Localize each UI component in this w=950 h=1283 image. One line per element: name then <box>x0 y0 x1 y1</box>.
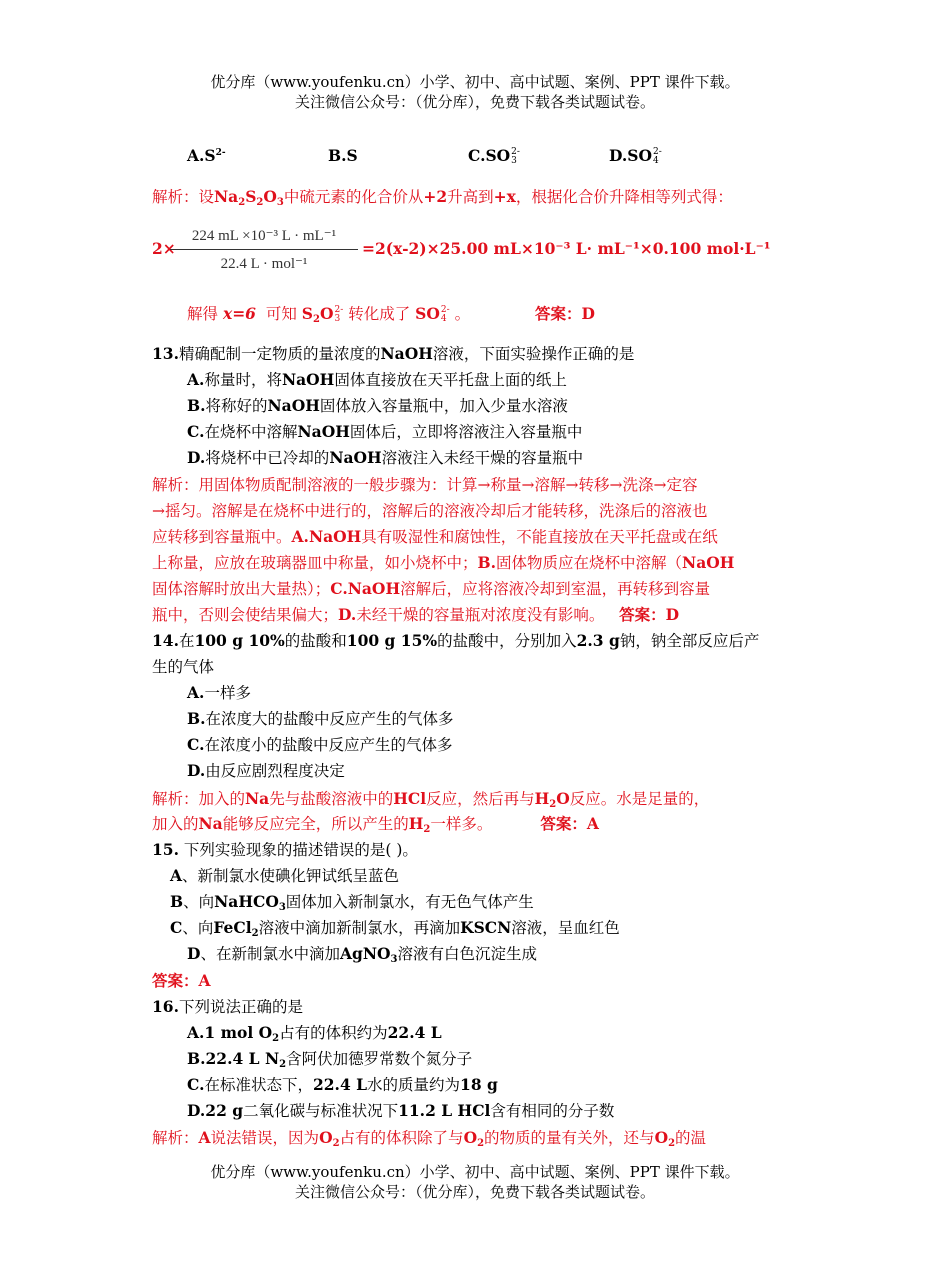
page-footer-line1: 优分库（www.youfenku.cn）小学、初中、高中试题、案例、PPT 课件下载。 <box>210 1163 740 1181</box>
q12-option-d: D.SO 2- 4 <box>609 146 662 166</box>
q12-equation-rhs: =2(x-2)×25.00 mL×10⁻³ L· mL⁻¹×0.100 mol·L⁻¹ <box>362 239 771 258</box>
q13-option-d: D.将烧杯中已冷却的NaOH溶液注入未经干燥的容量瓶中 <box>187 448 584 467</box>
page-footer-line2: 关注微信公众号：（优分库），免费下载各类试题试卷。 <box>294 1183 655 1201</box>
q13-analysis-line1: 解析：用固体物质配制溶液的一般步骤为：计算→称量→溶解→转移→洗涤→定容 <box>152 476 698 494</box>
page-header-line2: 关注微信公众号：（优分库），免费下载各类试题试卷。 <box>294 93 655 111</box>
q14-analysis-line2: 加入的Na能够反应完全，所以产生的$H_2$一样多。 答案：A <box>152 814 599 835</box>
q12-option-a: $A.S^{2-}$ <box>187 146 226 165</box>
q13-analysis-line3: 应转移到容量瓶中。A.NaOH具有吸湿性和腐蚀性，不能直接放在天平托盘或在纸 <box>152 527 718 546</box>
q16-option-b: B.22.4 L $N_2$含阿伏加德罗常数个氮分子 <box>187 1049 473 1070</box>
q16-analysis: 解析：A说法错误，因为$O_2$占有的体积除了与$O_2$的物质的量有关外，还与$O_2$的温 <box>152 1128 707 1149</box>
q13-option-a: A.称量时，将NaOH固体直接放在天平托盘上面的纸上 <box>187 370 567 389</box>
q13-option-c: C.在烧杯中溶解NaOH固体后，立即将溶液注入容量瓶中 <box>187 422 583 441</box>
q14-option-a: A.一样多 <box>187 683 251 702</box>
q14-answer: 答案：A <box>540 814 599 833</box>
q13-analysis-line2: →摇匀。溶解是在烧杯中进行的，溶解后的溶液冷却后才能转移，洗涤后的溶液也 <box>152 502 708 520</box>
q15-option-a: A、新制氯水使碘化钾试纸呈蓝色 <box>170 866 400 885</box>
q12-option-c: C.SO 2- 3 <box>468 146 520 166</box>
q16-stem: 16.下列说法正确的是 <box>152 997 303 1016</box>
q15-option-d: D、在新制氯水中滴加AgNO$_3$溶液有白色沉淀生成 <box>187 944 537 965</box>
q12-equation-fraction <box>170 226 358 273</box>
q14-analysis-line1: 解析：加入的Na先与盐酸溶液中的HCl反应，然后再与$H_2O$反应。水是足量的， <box>152 789 710 810</box>
q12-option-b: B.S <box>328 146 358 165</box>
q12-fraction-numerator: 224 mL ×10⁻³ L · mL⁻¹ <box>170 226 358 250</box>
q15-stem: 15. 下列实验现象的描述错误的是( )。 <box>152 840 418 859</box>
q12-solution: 解得 x=6 可知 $S_2O$ 2- 3 转化成了 SO 2- 4 。 答案：D <box>187 304 595 325</box>
q13-stem: 13.精确配制一定物质的量浓度的NaOH溶液，下面实验操作正确的是 <box>152 344 635 363</box>
q14-option-d: D.由反应剧烈程度决定 <box>187 761 345 780</box>
q13-option-b: B.将称好的NaOH固体放入容量瓶中，加入少量水溶液 <box>187 396 568 415</box>
q12-analysis: 解析：设$Na_2S_2O_3$中硫元素的化合价从+2升高到+x，根据化合价升降相等列式得： <box>152 187 733 208</box>
q13-analysis-line5: 固体溶解时放出大量热）；C.NaOH溶解后，应将溶液冷却到室温，再转移到容量 <box>152 579 711 598</box>
q15-option-b: B、向NaHCO$_3$固体加入新制氯水，有无色气体产生 <box>170 892 534 913</box>
q12-equation-prefix: 2× <box>152 239 176 258</box>
q14-option-c: C.在浓度小的盐酸中反应产生的气体多 <box>187 735 453 754</box>
q14-stem-line2: 生的气体 <box>152 658 215 676</box>
q12-fraction-denominator: 22.4 L · mol⁻¹ <box>220 256 308 272</box>
q13-analysis-line4: 上称量，应放在玻璃器皿中称量，如小烧杯中；B.固体物质应在烧杯中溶解（NaOH <box>152 553 735 572</box>
q15-option-c: C、向FeCl$_2$溶液中滴加新制氯水，再滴加KSCN溶液，呈血红色 <box>170 918 620 939</box>
q14-option-b: B.在浓度大的盐酸中反应产生的气体多 <box>187 709 454 728</box>
q13-answer: 答案：D <box>619 605 680 624</box>
q16-option-c: C.在标准状态下，22.4 L水的质量约为18 g <box>187 1075 498 1094</box>
q15-answer: 答案：A <box>152 971 211 990</box>
q16-option-a: A.1 mol $O_2$占有的体积约为22.4 L <box>187 1023 442 1044</box>
page-header-line1: 优分库（www.youfenku.cn）小学、初中、高中试题、案例、PPT 课件下载。 <box>210 73 740 91</box>
q14-stem: 14.在100 g 10%的盐酸和100 g 15%的盐酸中，分别加入2.3 g钠，钠全部反应后产 <box>152 631 760 650</box>
q12-answer: 答案：D <box>535 304 595 323</box>
q13-analysis-line6: 瓶中，否则会使结果偏大；D.未经干燥的容量瓶对浓度没有影响。 答案：D <box>152 605 680 624</box>
q16-option-d: D.22 g二氧化碳与标准状况下11.2 L HCl含有相同的分子数 <box>187 1101 615 1120</box>
